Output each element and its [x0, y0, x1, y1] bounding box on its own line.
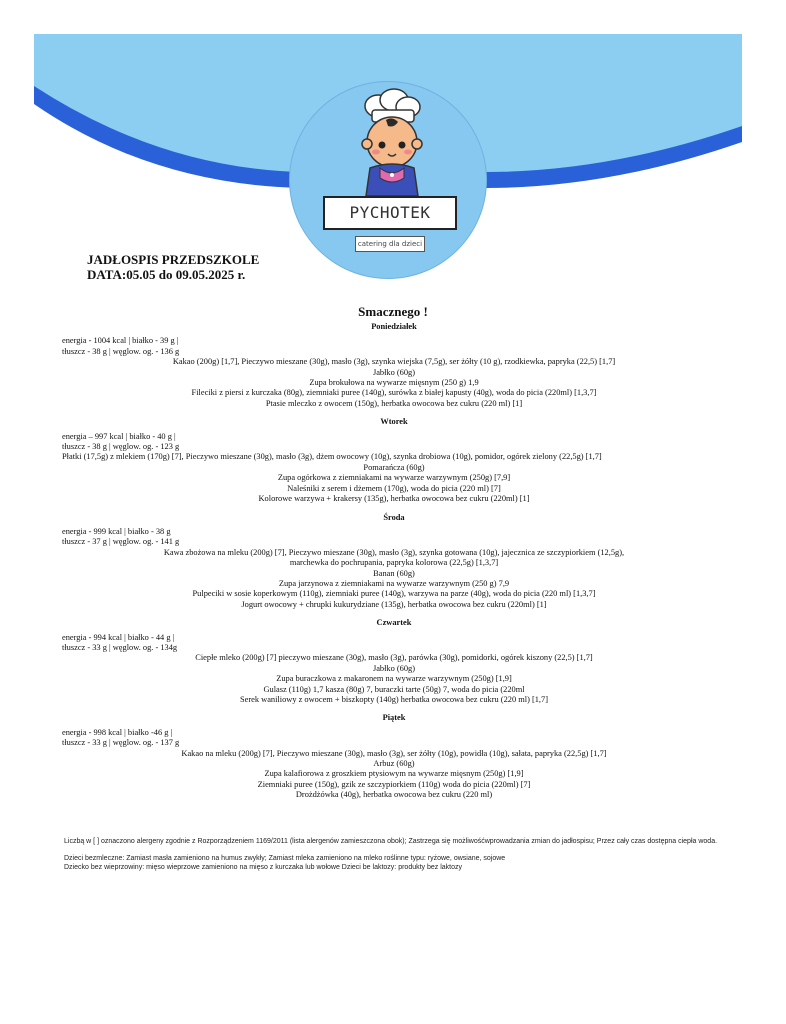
brand-name: PYCHOTEK	[323, 196, 457, 230]
day-thursday	[62, 618, 726, 705]
nutrition-line: energia - 994 kcal | białko - 44 g |	[62, 632, 175, 642]
nutrition-line: energia – 997 kcal | białko - 40 g |	[62, 431, 176, 441]
meal-line: Serek waniliowy z owocem + biszkopty (140g) herbatka owocowa bez cukru (220 ml) [1,7]	[240, 695, 548, 704]
meal-line: Kakao (200g) [1,7], Pieczywo mieszane (30g), masło (3g), szynka wiejska (7,5g), ser żółty (10 g), rzodkiewka, papryka (22,5) [1,7]	[172, 357, 616, 367]
meal-line: Jabłko (60g)	[372, 663, 416, 673]
nutrition-line: tłuszcz - 37 g | węglow. og. - 141 g	[62, 537, 180, 547]
meal-line: Arbuz (60g)	[373, 759, 415, 769]
meal-line: Zupa kalafiorowa z groszkiem ptysiowym na wywarze mięsnym (250g) [1,9]	[264, 769, 524, 779]
meal-line: Pomarańcza (60g)	[363, 462, 425, 472]
meal-line: Jogurt owocowy + chrupki kukurydziane (135g), herbatka owocowa bez cukru (220ml) [1]	[241, 599, 547, 609]
nutrition-line: tłuszcz - 33 g | węglow. og. - 134g	[62, 642, 178, 652]
footer-notes	[64, 837, 726, 872]
brand-tagline: catering dla dzieci	[355, 236, 425, 252]
weekly-menu	[62, 322, 726, 809]
menu-title: JADŁOSPIS PRZEDSZKOLE	[87, 252, 260, 267]
meal-line: Naleśniki z serem i dżemem (170g), woda do picia (220 ml) [7]	[287, 483, 501, 493]
meal-line: Drożdżówka (40g), herbatka owocowa bez cukru (220 ml)	[295, 790, 493, 800]
day-friday	[62, 713, 726, 800]
day-name: Poniedziałek	[371, 322, 417, 331]
allergens-note: Liczbą w [ ] oznaczono alergeny zgodnie z Rozporządzeniem 1169/2011 (lista alergenów zamieszczona obok); Zastrzega się możliwośćwprowadzania zmian do jadłospisu; Przez cały czas dostępna ciepła woda.	[64, 838, 718, 845]
meal-line: Ptasie mleczko z owocem (150g), herbatka owocowa bez cukru (220 ml) [1]	[265, 398, 523, 408]
dairy-free-note: Dzieci bezmleczne: Zamiast masła zamieniono na humus zwykły; Zamiast mleka zamieniono na mleko roślinne typu: ryżowe, owsiane, sojowe	[64, 855, 506, 862]
meal-line: Pulpeciki w sosie koperkowym (110g), ziemniaki puree (140g), warzywa na parze (40g), woda do picia (220 ml) [1,3,7]	[192, 589, 596, 599]
meal-line: Ciepłe mleko (200g) [7] pieczywo mieszane (30g), masło (3g), parówka (30g), pomidorki, ogórek kiszony (22,5) [1,7]	[195, 653, 593, 663]
nutrition-line: energia - 999 kcal | białko - 38 g	[62, 526, 171, 536]
nutrition-line: energia - 998 kcal | białko -46 g |	[62, 727, 173, 737]
menu-date: DATA:05.05 do 09.05.2025 r.	[87, 267, 246, 282]
meal-line: Kolorowe warzywa + krakersy (135g), herbatka owocowa bez cukru (220ml) [1]	[258, 494, 530, 504]
day-name: Środa	[383, 512, 405, 522]
day-wednesday	[62, 513, 726, 611]
pork-free-note: Dziecko bez wieprzowiny: mięso wieprzowe zamieniono na mięso z kurczaka lub wołowe Dzieci be laktozy: produkty bez laktozy	[64, 864, 463, 871]
meal-line: Zupa brokułowa na wywarze mięsnym (250 g) 1,9	[309, 378, 479, 388]
nutrition-line: energia - 1004 kcal | białko - 39 g |	[62, 336, 179, 346]
meal-line: Kakao na mleku (200g) [7], Pieczywo mieszane (30g), masło (3g), ser żółty (10g), powidła (10g), sałata, papryka (22,5g) [1,7]	[181, 748, 607, 758]
meal-line: Płatki (17,5g) z mlekiem (170g) [7], Pieczywo mieszane (30g), masło (3g), dżem owocowy (10g), szynka drobiowa (10g), pomidor, ogórek zielony (22,5g) [1,7]	[62, 452, 602, 462]
meal-line: Kawa zbożowa na mleku (200g) [7], Pieczywo mieszane (30g), masło (3g), szynka gotowana (10g), jajecznica ze szczypiorkiem (12,5g),	[163, 547, 625, 557]
meal-line: marchewka do pochrupania, papryka kolorowa (22,5g) [1,3,7]	[289, 558, 499, 568]
meal-line: Zupa buraczkowa z makaronem na wywarze warzywnym (250g) [1,9]	[276, 674, 512, 684]
meal-line: Gulasz (110g) 1,7 kasza (80g) 7, buraczki tarte (50g) 7, woda do picia (220ml	[263, 684, 525, 694]
nutrition-line: tłuszcz - 33 g | węglow. og. - 137 g	[62, 738, 180, 748]
nutrition-line: tłuszcz - 38 g | węglow. og. - 136 g	[62, 346, 180, 356]
chef-mascot-icon	[342, 88, 442, 200]
meal-line: Fileciki z piersi z kurczaka (80g), ziemniaki puree (140g), surówka z białej kapusty (40g), woda do picia (220ml) [1,3,7]	[191, 388, 597, 398]
motto: Smacznego !	[358, 304, 428, 319]
meal-line: Zupa ogórkowa z ziemniakami na wywarze warzywnym (250g) [7,9]	[277, 473, 511, 483]
day-name: Wtorek	[380, 417, 408, 427]
meal-line: Ziemniaki puree (150g), gzik ze szczypiorkiem (110g) woda do picia (220ml) [7]	[257, 779, 531, 789]
document-title	[87, 252, 259, 282]
meal-line: Zupa jarzynowa z ziemniakami na wywarze warzywnym (250 g) 7,9	[278, 578, 510, 588]
day-monday	[62, 322, 726, 409]
day-name: Czwartek	[376, 618, 412, 628]
nutrition-line: tłuszcz - 38 g | węglow. og. - 123 g	[62, 442, 180, 452]
meal-line: Banan (60g)	[373, 568, 415, 578]
day-name: Piątek	[382, 713, 406, 723]
day-tuesday	[62, 417, 726, 504]
meal-line: Jabłko (60g)	[372, 367, 416, 377]
